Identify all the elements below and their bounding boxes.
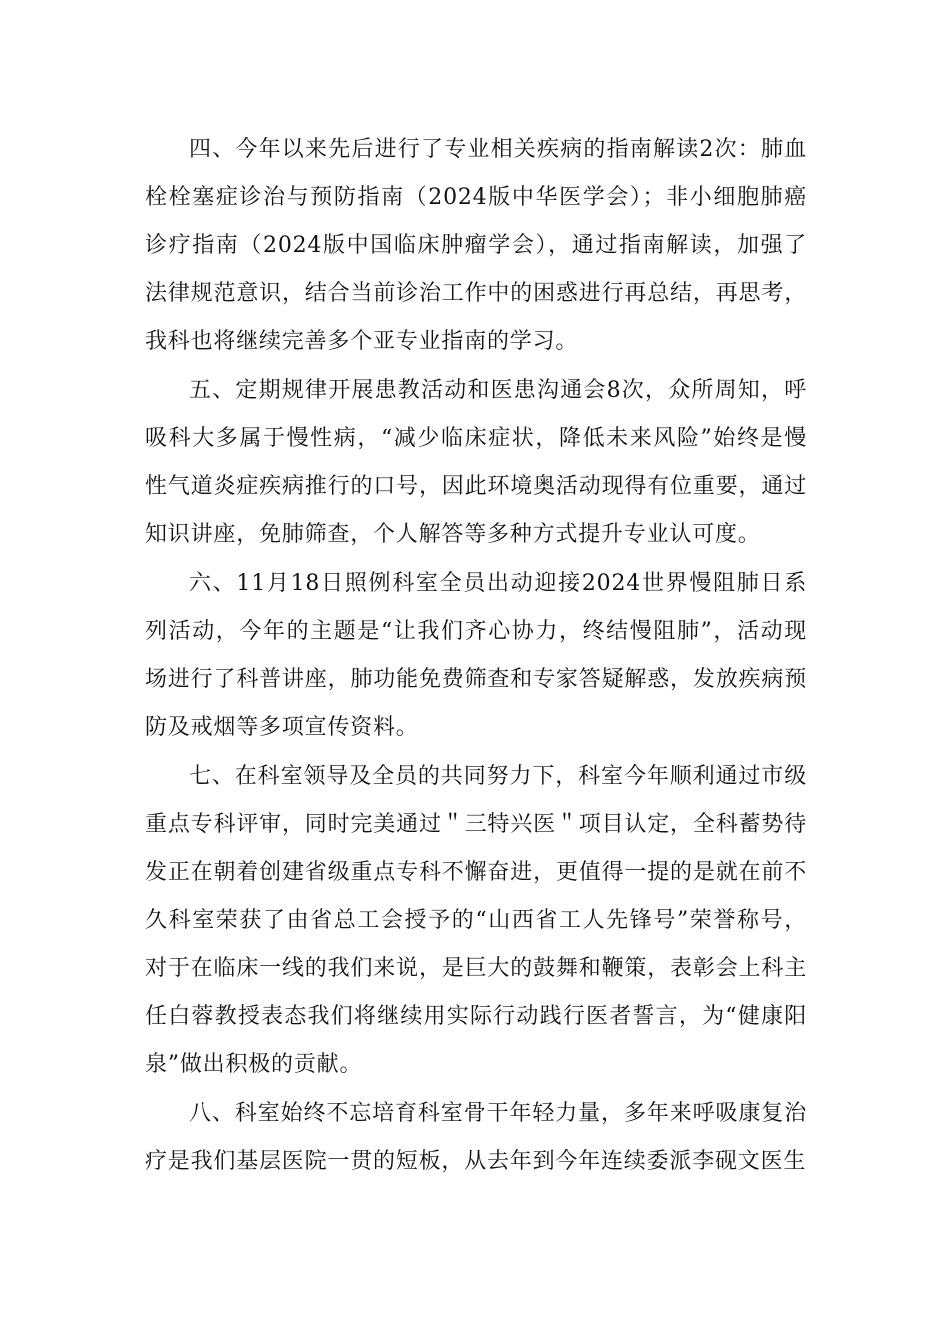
paragraph-7-department-honors: 七、在科室领导及全员的共同努力下，科室今年顺利通过市级重点专科评审，同时完美通过＂三特兴医＂项目认定，全科蓄势待发正在朝着创建省级重点专科不懈奋进，更值得一提的是就在前不久科室荣获了由省总工会授予的“山西省工人先锋号”荣誉称号，对于在临床一线的我们来说，是巨大的鼓舞和鞭策，表彰会上科主任白蓉教授表态我们将继续用实际行动践行医者誓言，为“健康阳泉”做出积极的贡献。 bbox=[145, 764, 807, 1077]
paragraph-4-guideline-reading: 四、今年以来先后进行了专业相关疾病的指南解读2次：肺血栓栓塞症诊治与预防指南（2024版中华医学会）；非小细胞肺癌诊疗指南（2024版中国临床肿瘤学会），通过指南解读，加强了法律规范意识，结合当前诊治工作中的困惑进行再总结，再思考，我科也将继续完善多个亚专业指南的学习。 bbox=[145, 137, 807, 354]
paragraph-8-staff-training: 八、科室始终不忘培育科室骨干年轻力量，多年来呼吸康复治疗是我们基层医院一贯的短板，从去年到今年连续委派李砚文医生 bbox=[145, 1101, 807, 1174]
document-body bbox=[145, 126, 807, 1187]
paragraph-5-patient-education: 五、定期规律开展患教活动和医患沟通会8次，众所周知，呼吸科大多属于慢性病，“减少临床症状，降低未来风险”始终是慢性气道炎症疾病推行的口号，因此环境奥活动现得有位重要，通过知识讲座，免肺筛查，个人解答等多种方式提升专业认可度。 bbox=[145, 378, 807, 547]
paragraph-6-copd-day: 六、11月18日照例科室全员出动迎接2024世界慢阻肺日系列活动，今年的主题是“让我们齐心协力，终结慢阻肺”，活动现场进行了科普讲座，肺功能免费筛查和专家答疑解惑，发放疾病预防及戒烟等多项宣传资料。 bbox=[145, 571, 807, 740]
